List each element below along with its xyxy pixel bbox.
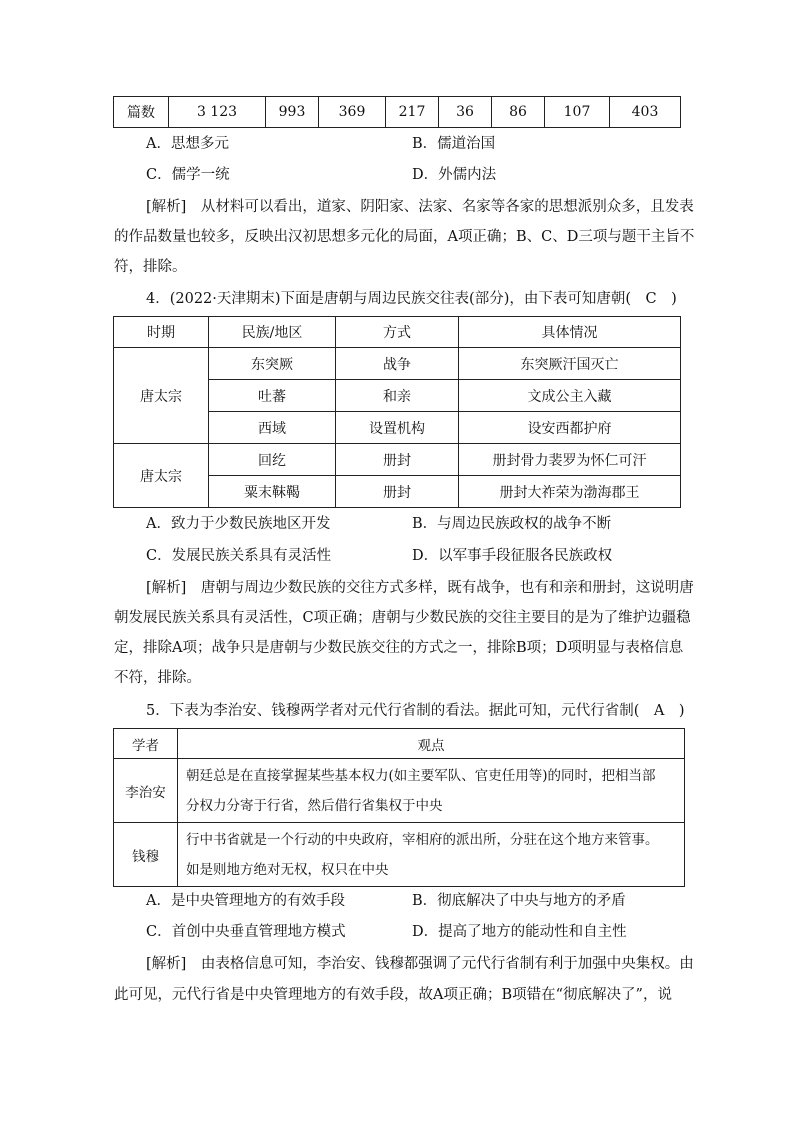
q5-analysis-line-2: 此可见，元代行省是中央管理地方的有效手段，故A项正确；B项错在“彻底解决了”，说 <box>114 987 672 1003</box>
header-scholar: 学者 <box>114 729 178 759</box>
table-cell: 369 <box>319 97 386 128</box>
q4-option-b: B．与周边民族政权的战争不断 <box>412 516 612 532</box>
table-cell: 册封骨力裴罗为怀仁可汗 <box>459 444 681 476</box>
scholar-cell: 钱穆 <box>114 823 178 887</box>
table-cell: 册封 <box>336 444 459 476</box>
table-row <box>114 444 681 476</box>
q3-analysis-line-2: 的作品数量也较多，反映出汉初思想多元化的局面，A项正确；B、C、D三项与题干主旨不 <box>114 229 695 245</box>
q4-analysis-line-1: [解析] 唐朝与周边少数民族的交往方式多样，既有战争，也有和亲和册封，这说明唐 <box>146 580 694 596</box>
table-cell: 回纥 <box>209 444 336 476</box>
period-cell: 唐太宗 <box>114 348 209 444</box>
header-view: 观点 <box>178 729 685 759</box>
q5-option-d: D．提高了地方的能动性和自主性 <box>412 924 627 940</box>
table-cell: 设置机构 <box>336 412 459 444</box>
header-region: 民族/地区 <box>209 317 336 348</box>
q4-analysis-line-4: 不符，排除。 <box>114 670 201 686</box>
view-line: 朝廷总是在直接掌握某些基本权力(如主要军队、官吏任用等)的同时，把相当部 <box>186 767 656 784</box>
table-cell: 文成公主入藏 <box>459 380 681 412</box>
q3-analysis-line-1: [解析] 从材料可以看出，道家、阴阳家、法家、名家等各家的思想派别众多，且发表 <box>146 199 694 215</box>
table-row <box>114 759 685 823</box>
scholar-cell: 李治安 <box>114 759 178 823</box>
table-cell: 篇数 <box>114 97 169 128</box>
q5-option-b: B．彻底解决了中央与地方的矛盾 <box>412 893 626 909</box>
table-header-row <box>114 317 681 348</box>
table-row <box>114 348 681 380</box>
table-cell: 3 123 <box>169 97 266 128</box>
q3-option-b: B．儒道治国 <box>412 136 496 152</box>
q4-stem: 4．(2022·天津期末)下面是唐朝与周边民族交往表(部分)，由下表可知唐朝( C ) <box>146 291 677 307</box>
table-cell: 东突厥汗国灭亡 <box>459 348 681 380</box>
table-cell: 设安西都护府 <box>459 412 681 444</box>
table-cell: 86 <box>492 97 545 128</box>
tang-relations-table <box>113 316 681 508</box>
table-cell: 107 <box>545 97 610 128</box>
table-cell: 403 <box>610 97 681 128</box>
table-cell: 册封大祚荣为渤海郡王 <box>459 476 681 508</box>
table-cell: 战争 <box>336 348 459 380</box>
q3-option-d: D．外儒内法 <box>412 167 497 183</box>
q4-analysis-line-2: 朝发展民族关系具有灵活性，C项正确；唐朝与少数民族的交往主要目的是为了维护边疆稳 <box>114 610 691 626</box>
view-cell <box>178 759 685 823</box>
view-cell <box>178 823 685 887</box>
q3-analysis-line-3: 符，排除。 <box>114 259 187 275</box>
header-method: 方式 <box>336 317 459 348</box>
scholar-views-table <box>113 728 685 887</box>
q5-stem: 5．下表为李治安、钱穆两学者对元代行省制的看法。据此可知，元代行省制( A ) <box>146 703 685 719</box>
table-cell: 东突厥 <box>209 348 336 380</box>
q5-option-a: A．是中央管理地方的有效手段 <box>146 893 345 909</box>
table-row <box>114 823 685 887</box>
q3-option-c: C．儒学一统 <box>146 167 230 183</box>
table-header-row <box>114 729 685 759</box>
q4-analysis-line-3: 定，排除A项；战争只是唐朝与少数民族交往的方式之一，排除B项；D项明显与表格信息 <box>114 640 684 656</box>
table-cell: 粟末靺鞨 <box>209 476 336 508</box>
q5-analysis-line-1: [解析] 由表格信息可知，李治安、钱穆都强调了元代行省制有利于加强中央集权。由 <box>146 956 694 972</box>
q4-option-a: A．致力于少数民族地区开发 <box>146 516 331 532</box>
q5-option-c: C．首创中央垂直管理地方模式 <box>146 924 346 940</box>
table-cell: 217 <box>386 97 439 128</box>
word-count-table <box>113 96 681 128</box>
period-cell: 唐太宗 <box>114 444 209 508</box>
table-cell: 西域 <box>209 412 336 444</box>
view-line: 如是则地方绝对无权，权只在中央 <box>186 861 389 878</box>
view-line: 分权力分寄于行省，然后借行省集权于中央 <box>186 797 443 814</box>
q4-option-c: C．发展民族关系具有灵活性 <box>146 548 332 564</box>
q4-option-d: D．以军事手段征服各民族政权 <box>412 548 613 564</box>
table-cell: 36 <box>439 97 492 128</box>
table-cell: 和亲 <box>336 380 459 412</box>
q3-option-a: A．思想多元 <box>146 136 229 152</box>
view-line: 行中书省就是一个行动的中央政府，宰相府的派出所，分驻在这个地方来管事。 <box>186 831 659 848</box>
table-row <box>114 97 681 128</box>
header-period: 时期 <box>114 317 209 348</box>
table-cell: 993 <box>266 97 319 128</box>
table-cell: 册封 <box>336 476 459 508</box>
header-details: 具体情况 <box>459 317 681 348</box>
table-cell: 吐蕃 <box>209 380 336 412</box>
